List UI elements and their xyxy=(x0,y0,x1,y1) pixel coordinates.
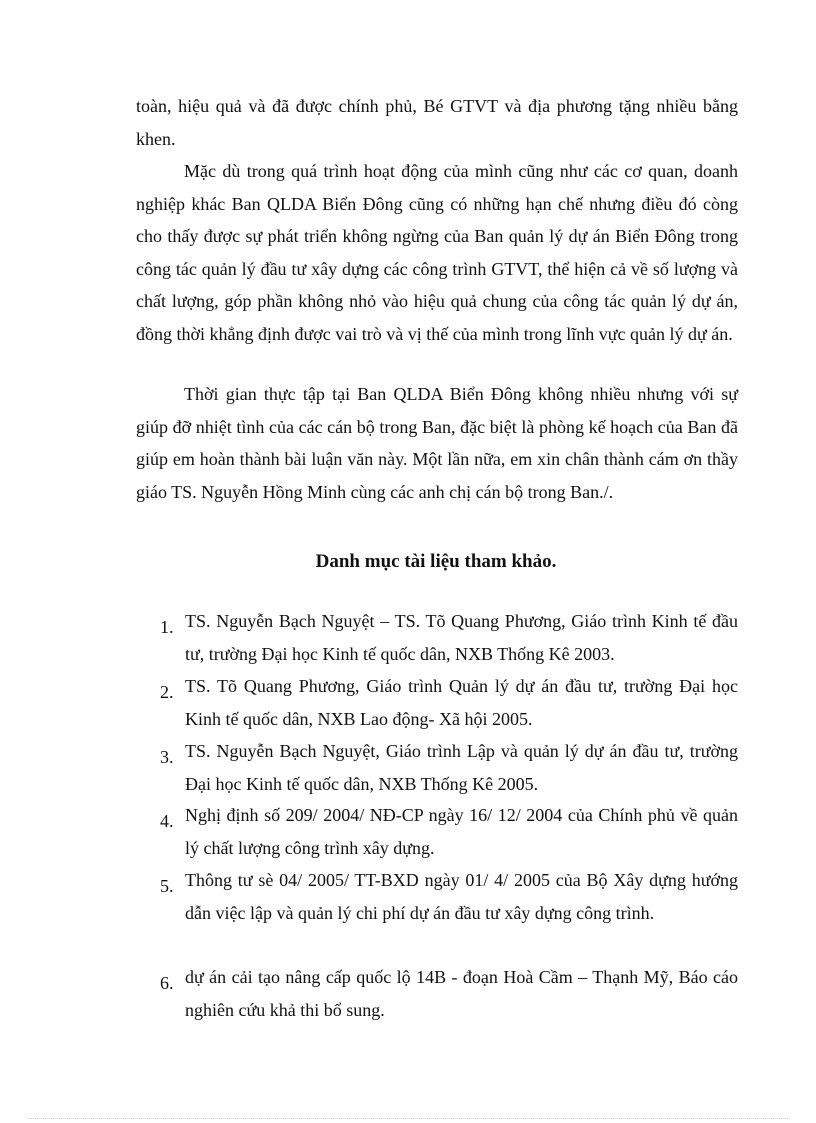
reference-text: TS. Nguyễn Bạch Nguyệt, Giáo trình Lập và quản lý dự án đầu tư, trường Đại học Kinh tế quốc dân, NXB Thống Kê 2005. xyxy=(185,741,738,794)
reference-text: TS. Tõ Quang Phương, Giáo trình Quản lý dự án đầu tư, trường Đại học Kinh tế quốc dân, NXB Lao động- Xã hội 2005. xyxy=(185,676,738,729)
reference-number: 6. xyxy=(160,973,174,993)
reference-number: 5. xyxy=(160,876,174,896)
body-paragraph-2: Mặc dù trong quá trình hoạt động của mình cũng như các cơ quan, doanh nghiệp khác Ban QLDA Biển Đông cũng có những hạn chế nhưng điều đó còng cho thấy được sự phát triển không ngừng của Ban quản lý dự án Biển Đông trong công tác quản lý đầu tư xây dựng các công trình GTVT, thể hiện cả về số lượng và chất lượng, góp phần không nhỏ vào hiệu quả chung của công tác quản lý dự án, đồng thời khẳng định được vai trò và vị thế của mình trong lĩnh vực quản lý dự án. xyxy=(136,161,738,344)
references-heading: Danh mục tài liệu tham khảo. xyxy=(315,551,557,572)
reference-number: 4. xyxy=(160,811,174,831)
reference-number: 3. xyxy=(160,747,174,767)
reference-text: dự án cải tạo nâng cấp quốc lộ 14B - đoạn Hoà Cầm – Thạnh Mỹ, Báo cáo nghiên cứu khả thi bổ sung. xyxy=(185,967,738,1020)
page-bottom-divider xyxy=(28,1118,788,1119)
body-paragraph-1: toàn, hiệu quả và đã được chính phủ, Bé GTVT và địa phương tặng nhiều bằng khen. xyxy=(136,96,738,149)
reference-text: Nghị định số 209/ 2004/ NĐ-CP ngày 16/ 12/ 2004 của Chính phủ về quản lý chất lượng công trình xây dựng. xyxy=(185,805,738,858)
reference-text: Thông tư sè 04/ 2005/ TT-BXD ngày 01/ 4/ 2005 của Bộ Xây dựng hướng dẫn việc lập và quản lý chi phí dự án đầu tư xây dựng công trình. xyxy=(185,870,738,923)
body-paragraph-3: Thời gian thực tập tại Ban QLDA Biển Đông không nhiều nhưng với sự giúp đỡ nhiệt tình của các cán bộ trong Ban, đặc biệt là phòng kế hoạch của Ban đã giúp em hoàn thành bài luận văn này. Một lần nữa, em xin chân thành cám ơn thầy giáo TS. Nguyễn Hồng Minh cùng các anh chị cán bộ trong Ban./. xyxy=(136,384,738,502)
reference-number: 1. xyxy=(160,617,174,637)
reference-text: TS. Nguyễn Bạch Nguyệt – TS. Tõ Quang Phương, Giáo trình Kinh tế đầu tư, trường Đại học Kinh tế quốc dân, NXB Thống Kê 2003. xyxy=(185,611,738,664)
reference-number: 2. xyxy=(160,682,174,702)
